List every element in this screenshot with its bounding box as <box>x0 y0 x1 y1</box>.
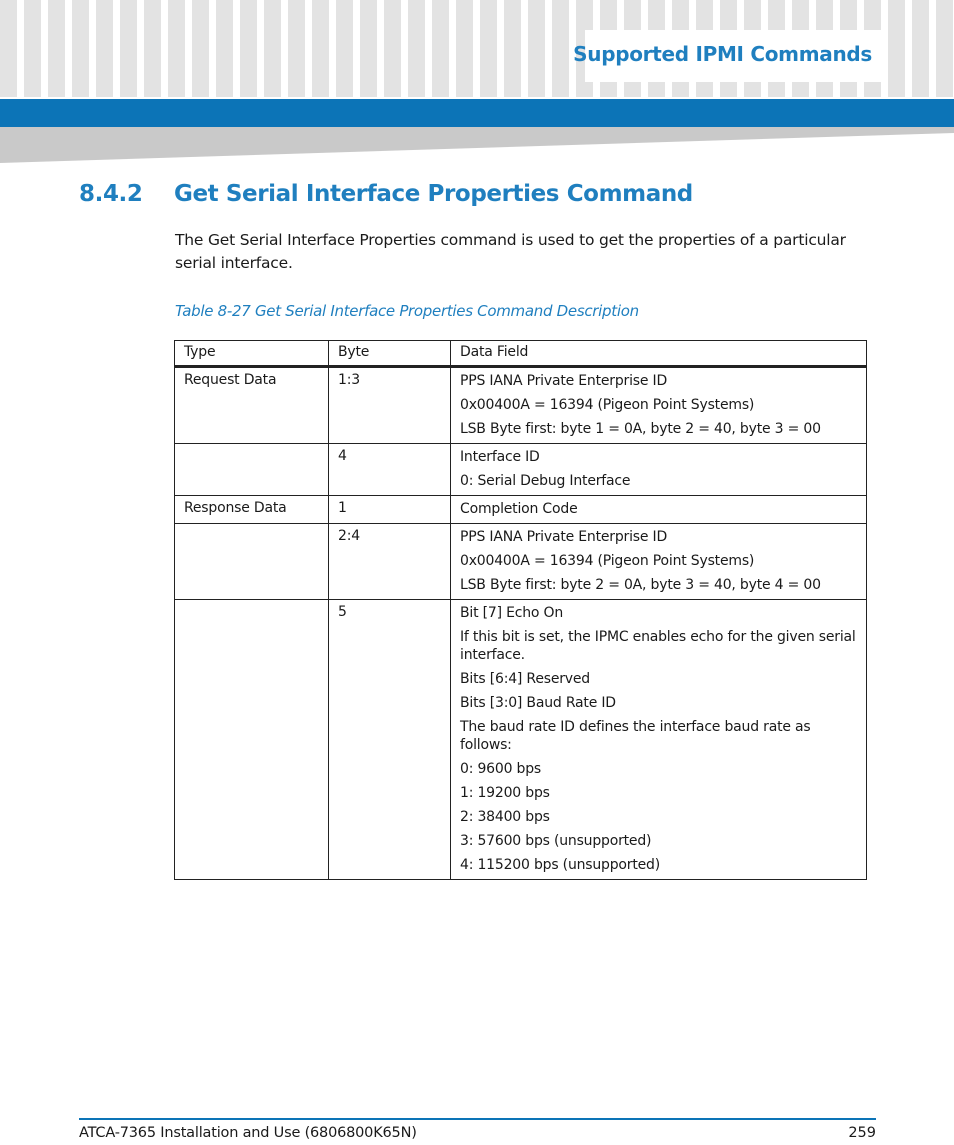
cell-type <box>175 444 329 496</box>
footer-page-number: 259 <box>848 1125 876 1141</box>
intro-paragraph: The Get Serial Interface Properties command is used to get the properties of a particular serial interface. <box>175 231 846 272</box>
table-caption: Table 8-27 Get Serial Interface Properties Command Description <box>175 302 639 320</box>
cell-type <box>175 524 329 600</box>
cell-type: Response Data <box>175 496 329 524</box>
cell-type: Request Data <box>175 367 329 444</box>
data-line: Completion Code <box>460 501 578 517</box>
column-header-byte: Byte <box>329 341 451 367</box>
command-description-table <box>174 340 867 880</box>
column-header-type: Type <box>175 341 329 367</box>
data-line: Bit [7] Echo On <box>460 605 564 621</box>
data-line: 0x00400A = 16394 (Pigeon Point Systems) <box>460 397 755 413</box>
data-line: 1: 19200 bps <box>460 785 550 801</box>
data-line: 4: 115200 bps (unsupported) <box>460 857 661 873</box>
header-blue-band <box>0 99 954 127</box>
data-line: 2: 38400 bps <box>460 809 550 825</box>
cell-byte: 5 <box>329 600 451 880</box>
footer-document-title: ATCA-7365 Installation and Use (6806800K65N) <box>79 1125 417 1141</box>
data-line: 3: 57600 bps (unsupported) <box>460 833 652 849</box>
data-line: The baud rate ID defines the interface baud rate as follows: <box>460 719 811 753</box>
cell-data-field <box>451 444 867 496</box>
cell-data-field <box>451 367 867 444</box>
data-line: Bits [6:4] Reserved <box>460 671 590 687</box>
cell-data-field <box>451 600 867 880</box>
cell-data-field <box>451 524 867 600</box>
data-line: Interface ID <box>460 449 540 465</box>
cell-byte: 1:3 <box>329 367 451 444</box>
cell-data-field <box>451 496 867 524</box>
table-row <box>175 444 867 496</box>
data-line: LSB Byte first: byte 2 = 0A, byte 3 = 40, byte 4 = 00 <box>460 577 821 593</box>
header-gray-wedge <box>0 127 954 165</box>
section-number: 8.4.2 <box>79 181 143 207</box>
data-line: 0: Serial Debug Interface <box>460 473 631 489</box>
footer-rule <box>79 1118 876 1120</box>
running-header-title: Supported IPMI Commands <box>573 42 872 66</box>
data-line: 0x00400A = 16394 (Pigeon Point Systems) <box>460 553 755 569</box>
section-heading <box>79 181 693 207</box>
cell-byte: 1 <box>329 496 451 524</box>
data-line: PPS IANA Private Enterprise ID <box>460 373 668 389</box>
cell-type <box>175 600 329 880</box>
table-row <box>175 367 867 444</box>
data-line: 0: 9600 bps <box>460 761 542 777</box>
cell-byte: 2:4 <box>329 524 451 600</box>
cell-byte: 4 <box>329 444 451 496</box>
table-header-row <box>175 341 867 367</box>
data-line: LSB Byte first: byte 1 = 0A, byte 2 = 40, byte 3 = 00 <box>460 421 821 437</box>
data-line: If this bit is set, the IPMC enables echo for the given serial interface. <box>460 629 856 663</box>
column-header-data-field: Data Field <box>451 341 867 367</box>
table-row <box>175 600 867 880</box>
table-row <box>175 524 867 600</box>
data-line: PPS IANA Private Enterprise ID <box>460 529 668 545</box>
table-row <box>175 496 867 524</box>
data-line: Bits [3:0] Baud Rate ID <box>460 695 616 711</box>
section-title: Get Serial Interface Properties Command <box>174 181 693 207</box>
